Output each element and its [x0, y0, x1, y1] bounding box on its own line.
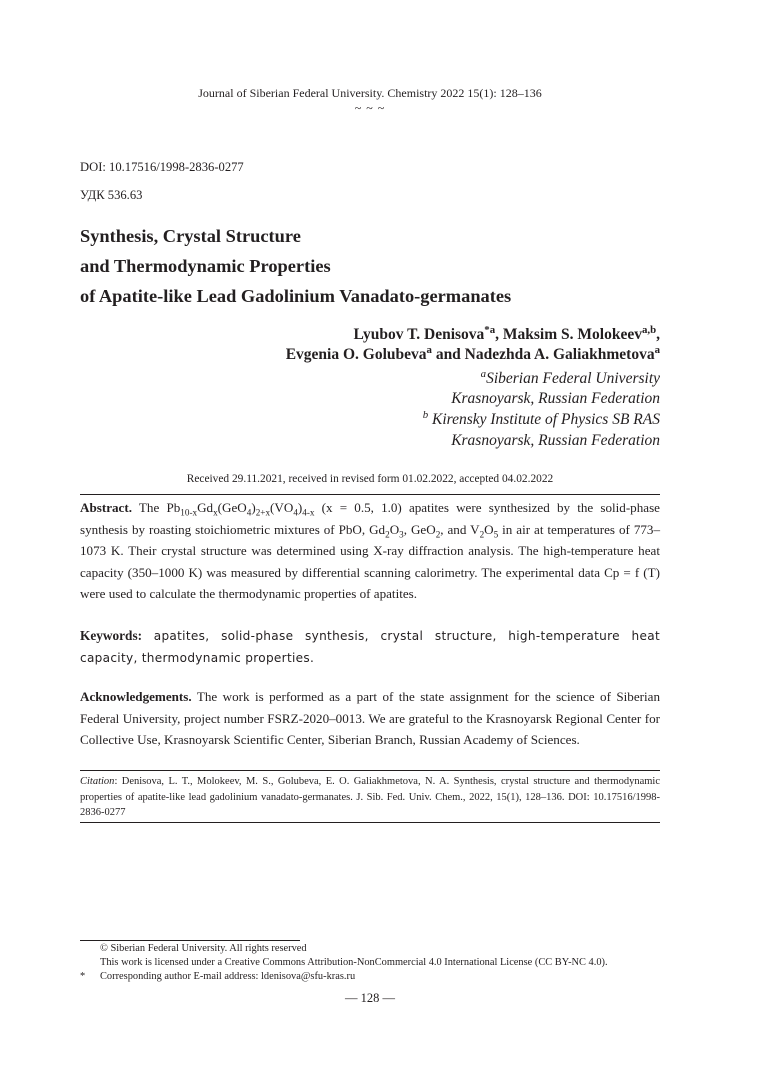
journal-header: Journal of Siberian Federal University. Chemistry 2022 15(1): 128–136 [198, 86, 542, 100]
affiliation-b-name: Kirensky Institute of Physics SB RAS [428, 411, 660, 428]
subscript: x [213, 507, 218, 518]
keywords-label: Keywords: [80, 628, 143, 643]
abstract-text: (VO [270, 500, 294, 515]
affiliation-a-name: Siberian Federal University [486, 370, 660, 387]
subscript: 4 [293, 507, 298, 518]
abstract-text: Gd [197, 500, 214, 515]
affiliation-a-line-1 [480, 367, 660, 388]
abstract-text: (GeO [217, 500, 247, 515]
title-line-2: and Thermodynamic Properties [80, 256, 331, 276]
citation [80, 774, 660, 821]
footnote-corresponding-author: Corresponding author E-mail address: ldenisova@sfu-kras.ru [100, 971, 356, 982]
author-golubeva-sup: a [426, 343, 432, 356]
footnote-copyright: © Siberian Federal University. All rights reserved [100, 943, 307, 954]
abstract-label: Abstract. [80, 500, 132, 515]
abstract-text: , and V [440, 521, 480, 537]
abstract-text: (x = 0.5, 1.0) apatites were synthesized by the solid-phase synthesis by roasting stoichiometric mixtures of PbO, Gd [80, 500, 660, 537]
abstract-text: O [389, 521, 400, 537]
abstract-text: in air at temperatures of 773–1073 K. Their crystal structure was determined using X-ray diffraction analysis. The high-temperature heat capacity (350–1000 K) was measured by differential scanning calorimetry. The experimental data Cp = f (T) were used to calculate the thermodynamic properties of apatites. [80, 521, 661, 602]
affiliation-b-sup: b [422, 408, 429, 421]
acknowledgements [80, 686, 660, 751]
author-molokeev-sup: a,b [641, 323, 657, 336]
citation-label: Citation [80, 776, 115, 787]
author-golubeva: Evgenia O. Golubeva [285, 346, 427, 363]
title-line-1: Synthesis, Crystal Structure [80, 226, 301, 246]
abstract-top-rule [80, 494, 660, 495]
subscript: 4 [246, 507, 252, 518]
title-line-3: of Apatite-like Lead Gadolinium Vanadato-germanates [80, 286, 512, 306]
subscript: 3 [399, 529, 404, 540]
citation-bottom-rule [80, 822, 660, 823]
page-number: — 128 — [345, 991, 395, 1005]
authors-line-end: , [656, 326, 660, 343]
abstract-text: The Pb [132, 500, 181, 515]
doi: DOI: 10.17516/1998-2836-0277 [80, 160, 244, 174]
subscript: 4-x [302, 507, 315, 518]
acknowledgements-label: Acknowledgements. [80, 689, 192, 704]
abstract-text: O [484, 521, 494, 537]
abstract-text: ) [251, 500, 256, 515]
affiliation-a-sup: a [480, 367, 487, 380]
header-separator: ~ ~ ~ [354, 101, 386, 115]
udk-code: УДК 536.63 [80, 188, 143, 202]
acknowledgements-text: The work is performed as a part of the state assignment for the science of Siberian Federal University, project number FSRZ-2020–0013. We are grateful to the Krasnoyarsk Regional Center for Collective Use, Krasnoyarsk Scientific Center, Siberian Branch, Russian Academy of Sciences. [80, 689, 660, 748]
citation-top-rule [80, 770, 660, 771]
author-molokeev: , Maksim S. Molokeev [495, 326, 642, 343]
subscript: 10-x [180, 507, 198, 518]
footnote-star: * [80, 971, 86, 982]
authors-line-1 [353, 323, 661, 344]
affiliation-b-line-1 [422, 408, 660, 429]
subscript: 2 [479, 529, 485, 540]
author-galiakhmetova: and Nadezhda A. Galiakhmetova [431, 346, 655, 363]
subscript: 2+x [255, 507, 271, 518]
footnote-rule [80, 940, 300, 941]
subscript: 2 [435, 529, 441, 540]
abstract [80, 497, 660, 605]
affiliation-a-line-2: Krasnoyarsk, Russian Federation [451, 390, 660, 407]
keywords [80, 625, 660, 669]
keywords-text: apatites, solid-phase synthesis, crystal structure, high-temperature heat capacity, thermodynamic properties. [80, 629, 660, 665]
author-galiakhmetova-sup: a [654, 343, 660, 356]
authors-line-2 [285, 343, 660, 364]
author-denisova: Lyubov T. Denisova [353, 326, 485, 343]
abstract-text: ) [297, 500, 303, 515]
received-dates: Received 29.11.2021, received in revised form 01.02.2022, accepted 04.02.2022 [186, 473, 554, 485]
author-denisova-sup: *a [484, 323, 496, 336]
footnote-license: This work is licensed under a Creative Commons Attribution-NonCommercial 4.0 International License (CC BY-NC 4.0). [100, 957, 608, 968]
citation-text: : Denisova, L. T., Molokeev, M. S., Golubeva, E. O. Galiakhmetova, N. A. Synthesis, crystal structure and thermodynamic properties of apatite-like lead gadolinium vanadato-germanates. J. Sib. Fed. Univ. Chem., 2022, 15(1), 128–136. DOI: 10.17516/1998-2836-0277 [80, 776, 660, 819]
subscript: 5 [493, 529, 499, 540]
abstract-text: , GeO [403, 521, 436, 537]
subscript: 2 [385, 529, 390, 540]
affiliation-b-line-2: Krasnoyarsk, Russian Federation [451, 432, 660, 449]
